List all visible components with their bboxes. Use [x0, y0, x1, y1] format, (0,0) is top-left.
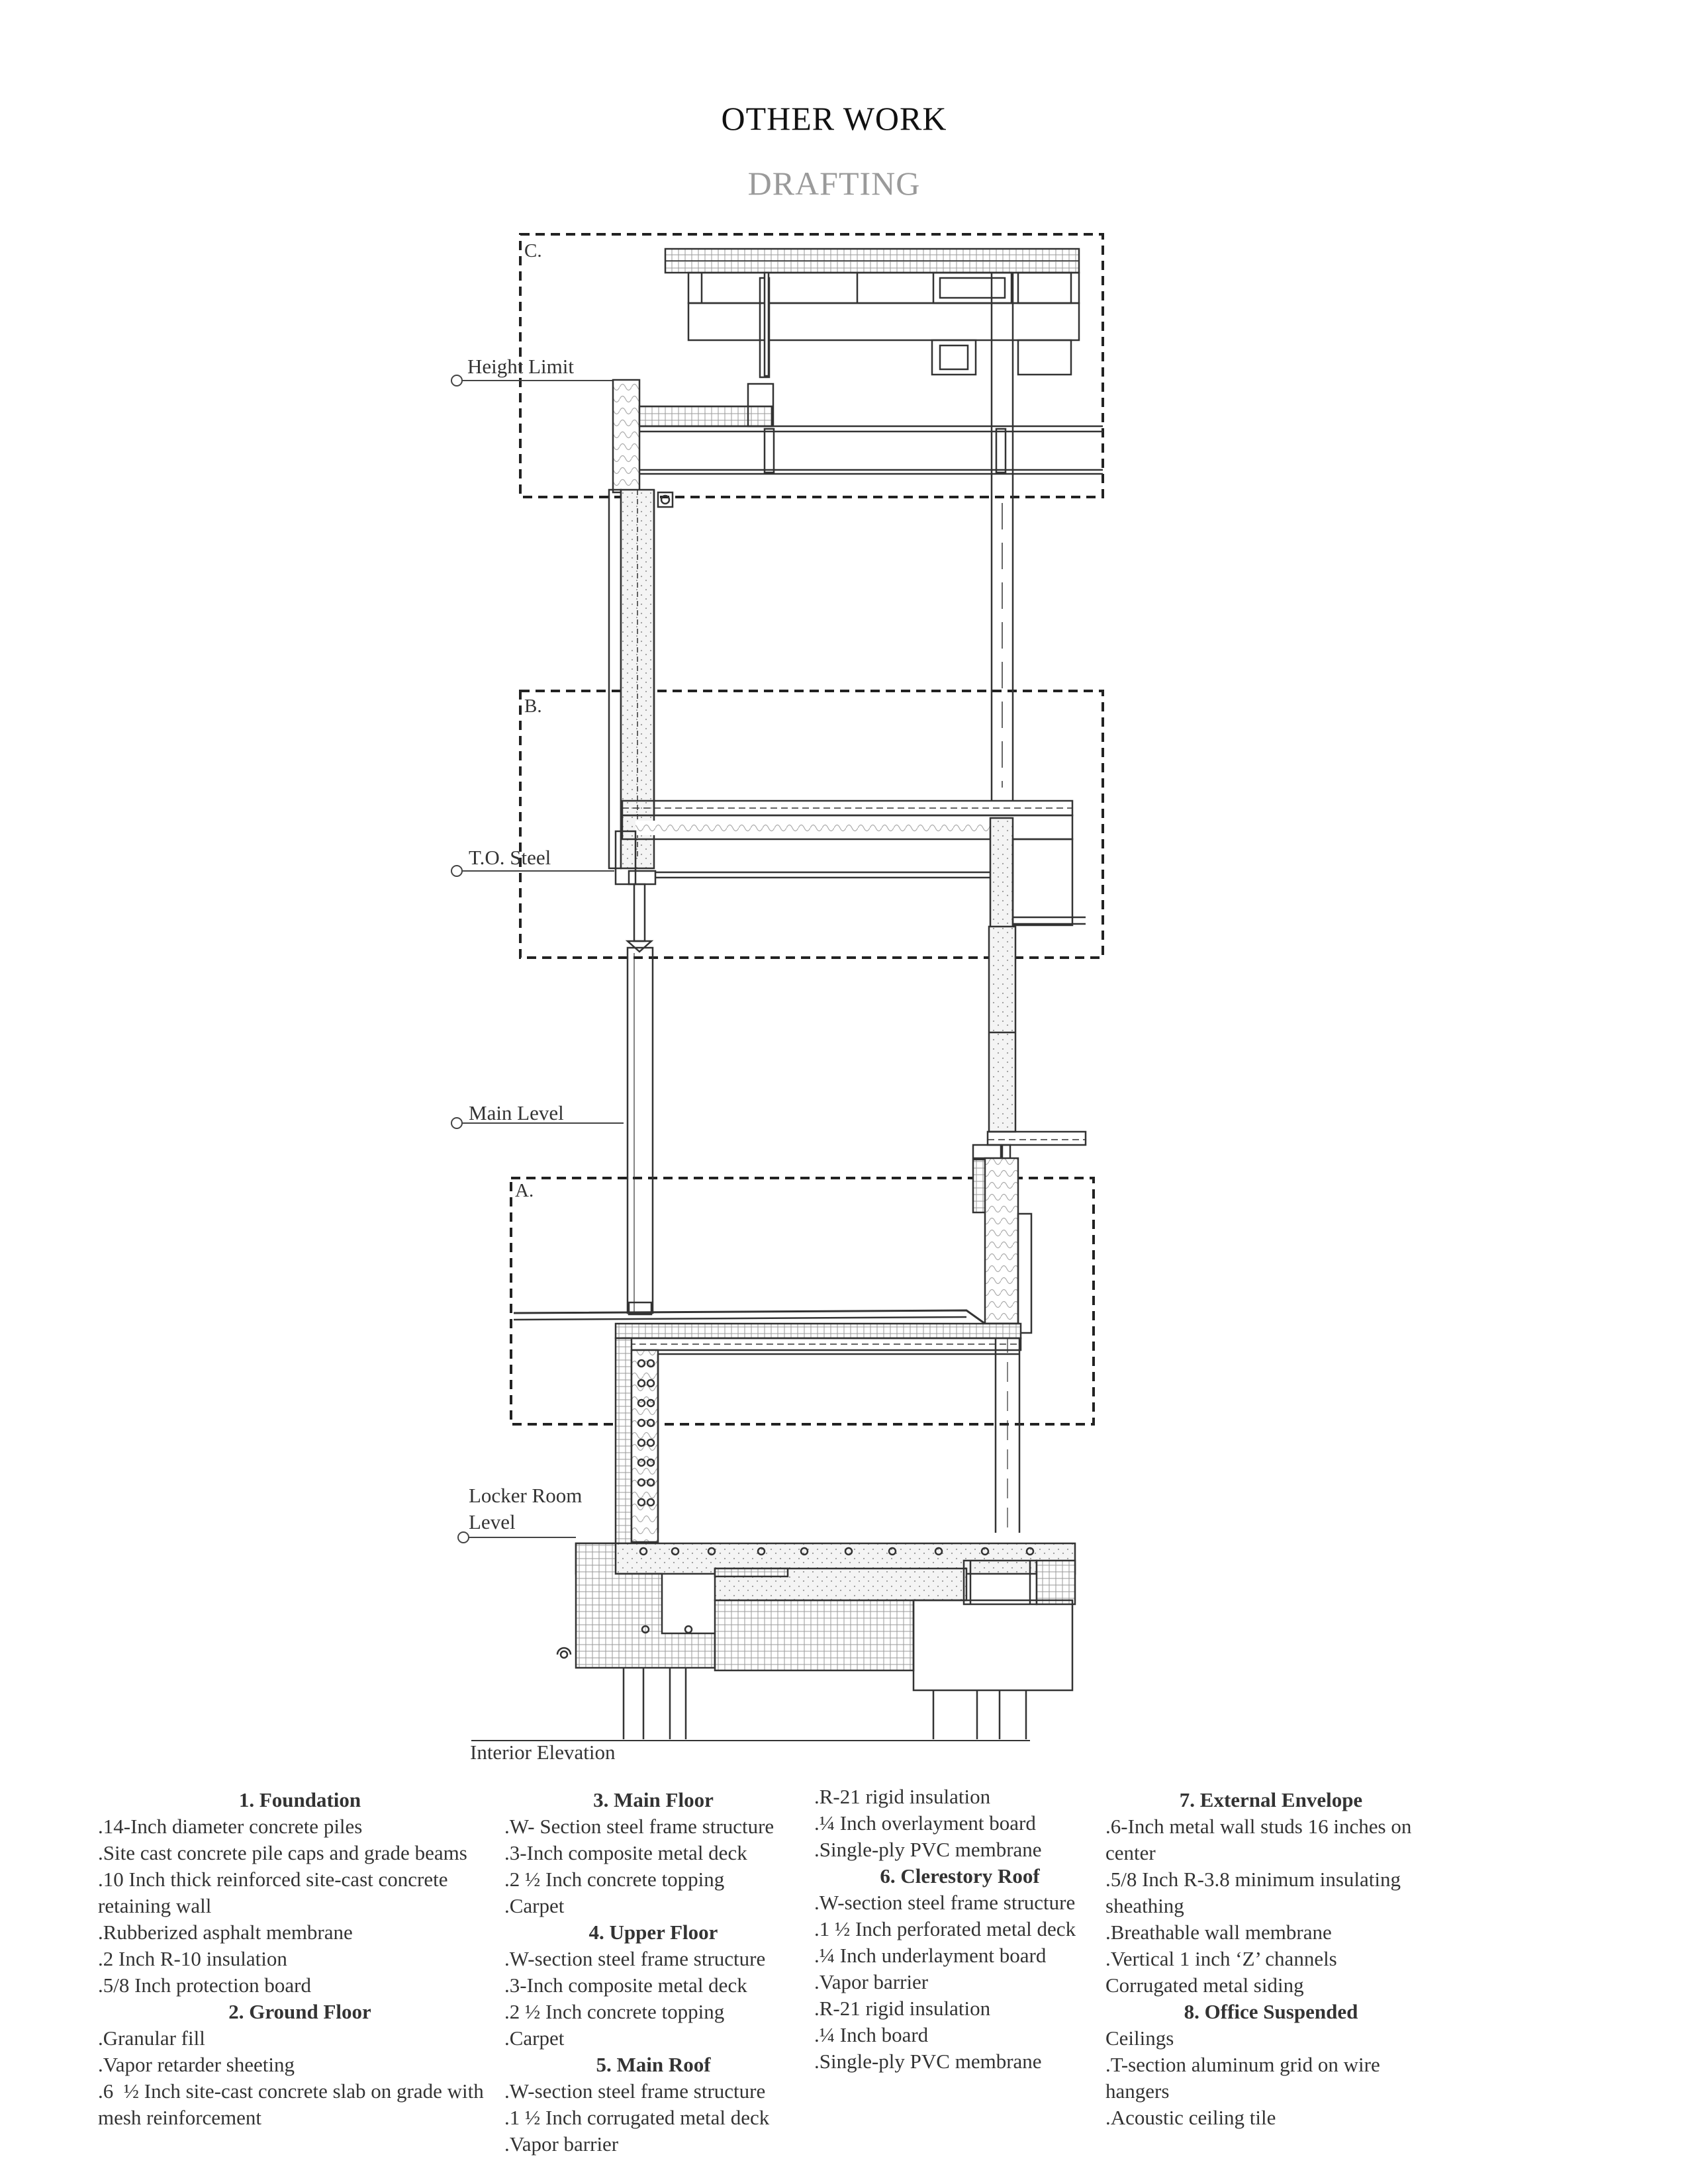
retaining-wall	[616, 1338, 658, 1543]
notes-item: .Granular fill	[98, 2026, 205, 2050]
level-marker-to-steel	[451, 846, 614, 876]
notes-item: .Site cast concrete pile caps and grade beams	[98, 1841, 467, 1864]
notes-item: .5/8 Inch protection board	[98, 1974, 311, 1997]
notes-item: .Vapor barrier	[814, 1970, 929, 1993]
notes-item: .W-section steel frame structure	[814, 1891, 1076, 1914]
notes-item: .6-Inch metal wall studs 16 inches on center	[1105, 1815, 1417, 1864]
level-marker-main-level	[451, 1101, 624, 1128]
notes-item: .2 Inch R-10 insulation	[98, 1947, 287, 1970]
notes-heading: 8. Office Suspended	[1184, 2000, 1358, 2023]
level-marker-locker-room	[458, 1484, 582, 1543]
level-label-locker-room-2: Level	[469, 1510, 516, 1533]
notes-heading: 1. Foundation	[238, 1788, 361, 1811]
notes-item: .Carpet	[504, 1894, 565, 1917]
notes-column-4	[1105, 1787, 1436, 2131]
notes-item: .Carpet	[504, 2026, 565, 2050]
notes-heading: 2. Ground Floor	[228, 2000, 371, 2023]
notes-item: .¼ Inch overlayment board	[814, 1811, 1036, 1835]
notes-item: .Vertical 1 inch ‘Z’ channels	[1105, 1947, 1337, 1970]
notes-item: .W-section steel frame structure	[504, 2079, 766, 2103]
notes-heading: 6. Clerestory Roof	[880, 1864, 1040, 1888]
notes-item: .R-21 rigid insulation	[814, 1997, 991, 2020]
detail-tag-a: A.	[515, 1180, 534, 1201]
level-label-main-level: Main Level	[469, 1101, 564, 1124]
notes-column-1	[98, 1787, 502, 2131]
main-roof	[613, 380, 1103, 507]
detail-tag-b: B.	[524, 696, 542, 717]
notes-item: .¼ Inch board	[814, 2023, 929, 2046]
notes-heading: 3. Main Floor	[593, 1788, 714, 1811]
notes-item: .T-section aluminum grid on wire hangers	[1105, 2053, 1385, 2103]
notes-item: .Single-ply PVC membrane	[814, 2050, 1042, 2073]
notes-heading: 4. Upper Floor	[588, 1921, 718, 1944]
upper-exterior-wall	[609, 490, 654, 868]
notes-column-2	[504, 1787, 802, 2158]
notes-heading: 7. External Envelope	[1179, 1788, 1363, 1811]
page-title: OTHER WORK	[721, 100, 947, 137]
notes-column-3	[814, 1784, 1105, 2075]
notes-item: .W- Section steel frame structure	[504, 1815, 774, 1838]
notes-item: .Single-ply PVC membrane	[814, 1838, 1042, 1861]
notes-item: .1 ½ Inch corrugated metal deck	[504, 2106, 770, 2129]
right-wall-main-level	[973, 927, 1086, 1533]
notes-item: .6 ½ Inch site-cast concrete slab on grade with mesh reinforcement	[98, 2079, 489, 2129]
notes-item: Corrugated metal siding	[1105, 1974, 1304, 1997]
notes-item: .¼ Inch underlayment board	[814, 1944, 1047, 1967]
detail-tag-c: C.	[524, 240, 542, 261]
notes-item: .Acoustic ceiling tile	[1105, 2106, 1276, 2129]
level-label-locker-room-1: Locker Room	[469, 1484, 583, 1507]
notes-item: .5/8 Inch R-3.8 minimum insulating sheathing	[1105, 1868, 1406, 1917]
level-label-height-limit: Height Limit	[467, 355, 575, 378]
detail-box-c	[520, 234, 1103, 497]
notes-item: .W-section steel frame structure	[504, 1947, 766, 1970]
notes-item: .3-Inch composite metal deck	[504, 1974, 747, 1997]
page-subtitle: DRAFTING	[747, 165, 921, 202]
notes-item: .10 Inch thick reinforced site-cast concrete retaining wall	[98, 1868, 453, 1917]
clerestory-roof	[665, 249, 1079, 377]
notes-item: Ceilings	[1105, 2026, 1174, 2050]
notes-item: .Rubberized asphalt membrane	[98, 1921, 353, 1944]
level-label-to-steel: T.O. Steel	[469, 846, 551, 869]
notes-item: .1 ½ Inch perforated metal deck	[814, 1917, 1076, 1940]
notes-heading: 5. Main Roof	[596, 2053, 711, 2076]
level-marker-height-limit	[451, 355, 614, 386]
notes-item: .R-21 rigid insulation	[814, 1785, 991, 1808]
notes-item: .14-Inch diameter concrete piles	[98, 1815, 363, 1838]
foundation	[471, 1543, 1075, 1741]
notes-item: .2 ½ Inch concrete topping	[504, 2000, 725, 2023]
notes-item: .3-Inch composite metal deck	[504, 1841, 747, 1864]
main-level-column	[628, 948, 653, 1314]
notes-item: .Breathable wall membrane	[1105, 1921, 1332, 1944]
interior-column	[992, 273, 1013, 801]
notes-item: .2 ½ Inch concrete topping	[504, 1868, 725, 1891]
notes-item: .Vapor barrier	[504, 2132, 619, 2156]
notes-item: .Vapor retarder sheeting	[98, 2053, 295, 2076]
interior-elevation-label: Interior Elevation	[470, 1741, 616, 1764]
main-floor	[514, 1310, 1021, 1354]
